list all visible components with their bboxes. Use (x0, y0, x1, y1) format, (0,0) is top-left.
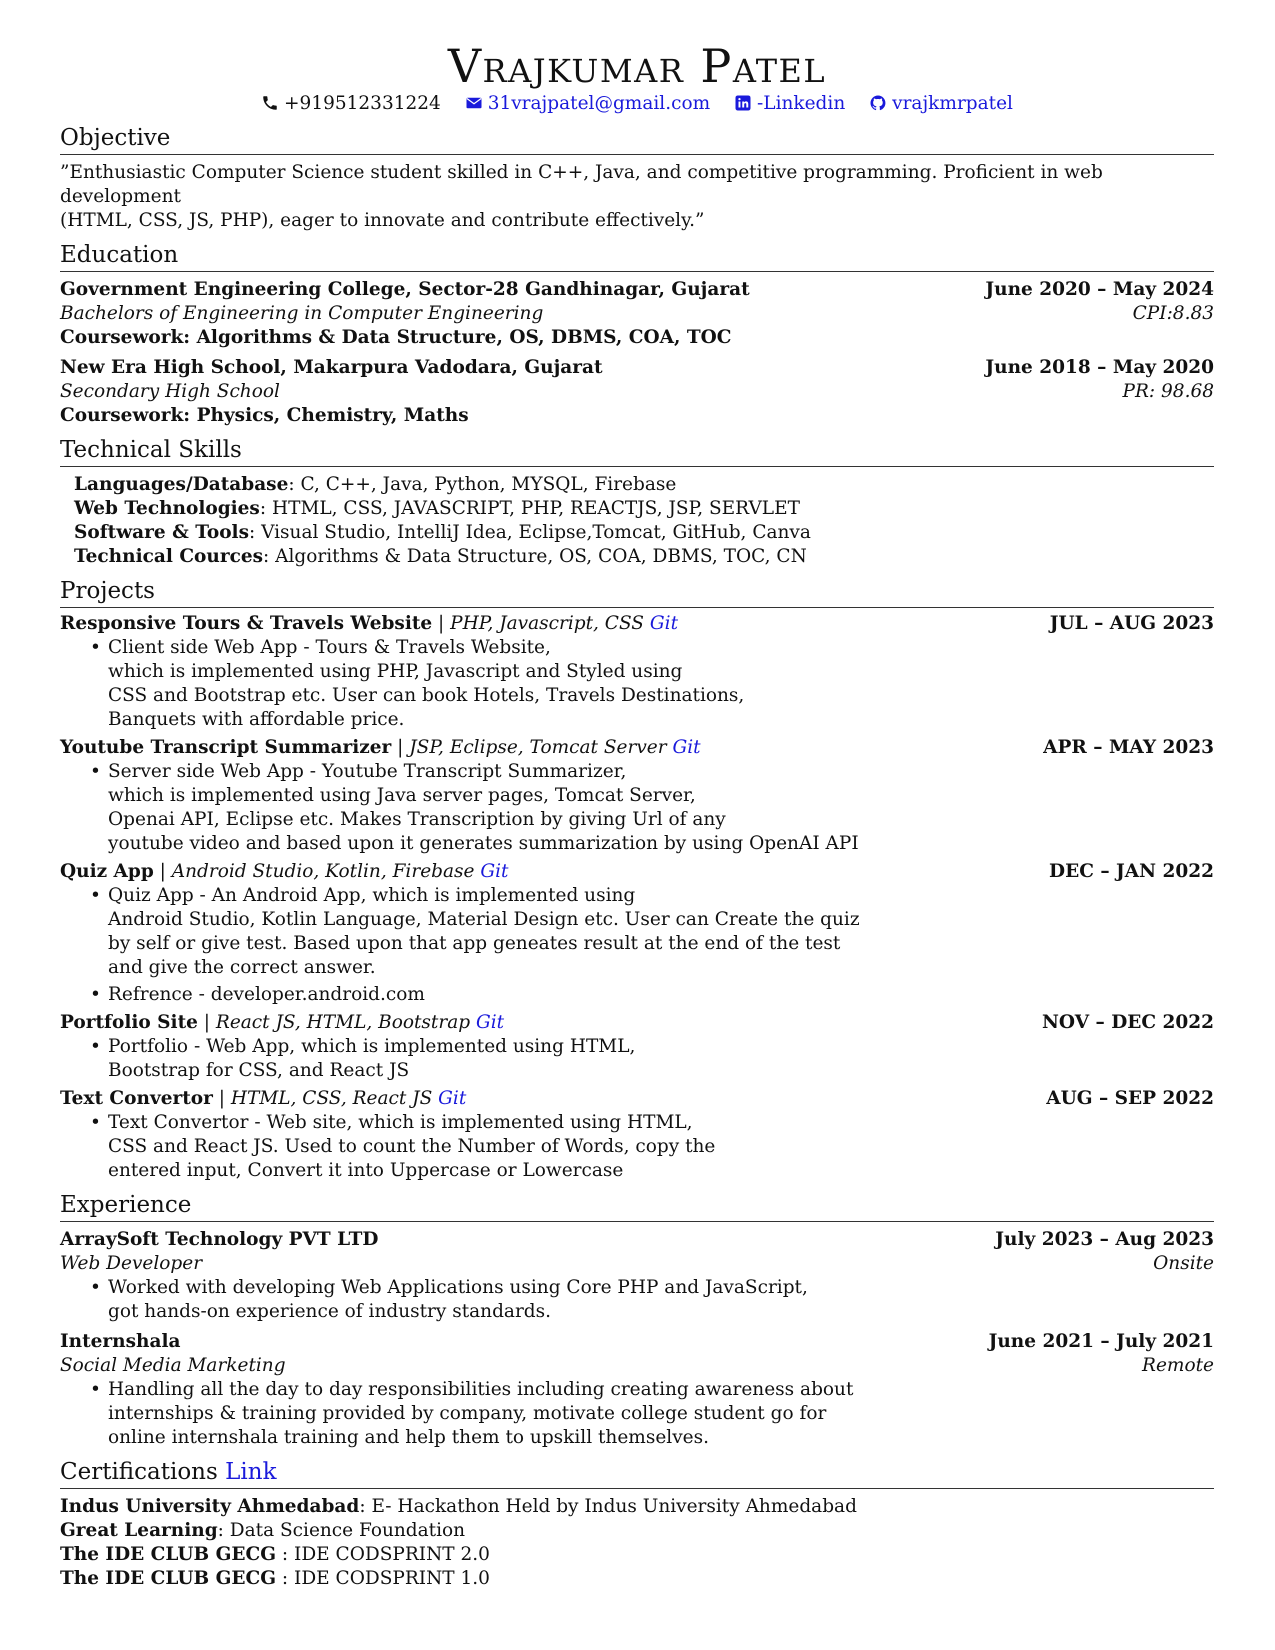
experience-dates: July 2023 – Aug 2023 (995, 1229, 1214, 1250)
experience-entry (60, 1228, 1214, 1324)
bullet-line: CSS and Bootstrap etc. User can book Hotels, Travels Destinations, (108, 685, 745, 706)
email-link[interactable] (465, 93, 716, 114)
bullet-list (60, 1276, 1214, 1324)
experience-dates: June 2021 – July 2021 (988, 1331, 1214, 1352)
certifications-list (60, 1495, 1214, 1591)
project-title (60, 612, 678, 636)
certification-issuer: Great Learning (60, 1520, 218, 1541)
skill-label: Software & Tools (74, 522, 249, 543)
project-dates: NOV – DEC 2022 (1042, 1012, 1214, 1033)
project-entry (60, 736, 1214, 856)
certification-title: : E- Hackathon Held by Indus University Ahmedabad (359, 1496, 857, 1517)
project-name: Responsive Tours & Travels Website (60, 613, 433, 634)
bullet-item (108, 1378, 1214, 1450)
bullet-line: internships & training provided by company, motivate college student go for (108, 1403, 827, 1424)
certification-title: : IDE CODSPRINT 1.0 (276, 1568, 490, 1589)
project-title (60, 860, 508, 884)
project-tech: HTML, CSS, React JS (230, 1088, 433, 1109)
education-dates: June 2018 – May 2020 (985, 357, 1214, 378)
candidate-name: Vrajkumar Patel (447, 39, 827, 93)
certification-issuer: Indus University Ahmedabad (60, 1496, 360, 1517)
email-icon (465, 94, 483, 112)
bullet-line: • Handling all the day to day responsibilities including creating awareness about (108, 1379, 854, 1400)
skill-row (74, 497, 1214, 521)
bullet-line: • Portfolio - Web App, which is implemented using HTML, (108, 1036, 636, 1057)
bullet-item (108, 1111, 1214, 1183)
skill-row (74, 521, 1214, 545)
degree: Bachelors of Engineering in Computer Engineering (60, 303, 544, 324)
bullet-item (108, 636, 1214, 732)
coursework-label: Coursework: (60, 327, 191, 348)
bullet-list (60, 884, 1214, 1007)
bullet-line: which is implemented using Java server pages, Tomcat Server, (108, 785, 696, 806)
project-row (60, 612, 1214, 636)
degree: Secondary High School (60, 381, 280, 402)
certification-title: : IDE CODSPRINT 2.0 (276, 1544, 490, 1565)
bullet-line: Openai API, Eclipse etc. Makes Transcription by giving Url of any (108, 809, 726, 830)
education-entry (60, 278, 1214, 350)
certification-title: : Data Science Foundation (217, 1520, 466, 1541)
section-title-education: Education (60, 241, 1214, 272)
project-tech: React JS, HTML, Bootstrap (215, 1012, 471, 1033)
job-location: Remote (1142, 1355, 1214, 1376)
skill-row (74, 473, 1214, 497)
skill-value: : HTML, CSS, JAVASCRIPT, PHP, REACTJS, JSP, SERVLET (259, 498, 800, 519)
bullet-item (108, 1035, 1214, 1083)
linkedin-link[interactable] (734, 93, 851, 114)
coursework (60, 404, 1214, 428)
project-separator: | (212, 1088, 231, 1109)
section-title-experience: Experience (60, 1191, 1214, 1222)
phone-number: +919512331224 (284, 93, 441, 114)
section-title-skills: Technical Skills (60, 436, 1214, 467)
bullet-line: which is implemented using PHP, Javascript and Styled using (108, 661, 683, 682)
project-separator: | (391, 737, 410, 758)
bullet-item (108, 884, 1214, 980)
project-title (60, 736, 701, 760)
certifications-link[interactable]: Link (225, 1459, 277, 1485)
bullet-line: Bootstrap for CSS, and React JS (108, 1060, 410, 1081)
experience-row (60, 1354, 1214, 1378)
resume-page (60, 30, 1214, 1591)
bullet-list (60, 760, 1214, 856)
certification-row (60, 1495, 1214, 1519)
bullet-line: entered input, Convert it into Uppercase or Lowercase (108, 1160, 624, 1181)
project-name: Text Convertor (60, 1088, 213, 1109)
project-entry (60, 1011, 1214, 1083)
project-git-link[interactable]: Git (672, 737, 701, 758)
github-link[interactable] (869, 93, 1013, 114)
project-entry (60, 860, 1214, 1007)
project-row (60, 860, 1214, 884)
experience-row (60, 1330, 1214, 1354)
project-row (60, 736, 1214, 760)
bullet-list (60, 636, 1214, 732)
bullet-item (108, 983, 1214, 1007)
education-entry (60, 356, 1214, 428)
bullet-line: • Server side Web App - Youtube Transcript Summarizer, (108, 761, 627, 782)
skill-label: Web Technologies (74, 498, 260, 519)
experience-entry (60, 1330, 1214, 1450)
skill-value: : Algorithms & Data Structure, OS, COA, DBMS, TOC, CN (263, 546, 807, 567)
bullet-item (108, 1276, 1214, 1324)
certification-row (60, 1519, 1214, 1543)
bullet-line: • Quiz App - An Android App, which is implemented using (108, 885, 636, 906)
bullet-line: got hands-on experience of industry standards. (108, 1301, 552, 1322)
project-tech: Android Studio, Kotlin, Firebase (171, 861, 475, 882)
bullet-line: and give the correct answer. (108, 957, 376, 978)
phone-contact[interactable] (261, 93, 447, 114)
project-separator: | (153, 861, 172, 882)
project-entry (60, 1087, 1214, 1183)
objective-text (60, 161, 1214, 233)
project-git-link[interactable]: Git (475, 1012, 505, 1033)
project-git-link[interactable]: Git (480, 861, 509, 882)
project-entry (60, 612, 1214, 732)
project-name: Quiz App (60, 861, 154, 882)
company-name: Internshala (60, 1331, 181, 1352)
coursework-value: Physics, Chemistry, Maths (196, 405, 469, 426)
certification-issuer: The IDE CLUB GECG (60, 1568, 277, 1589)
company-name: ArraySoft Technology PVT LTD (60, 1229, 379, 1250)
project-git-link[interactable]: Git (649, 613, 679, 634)
score: CPI:8.83 (1132, 303, 1214, 324)
project-separator: | (197, 1012, 216, 1033)
project-name: Youtube Transcript Summarizer (60, 737, 392, 758)
project-tech: JSP, Eclipse, Tomcat Server (409, 737, 667, 758)
job-role: Social Media Marketing (60, 1355, 286, 1376)
skill-label: Languages/Database (74, 474, 289, 495)
project-title (60, 1087, 466, 1111)
phone-icon (261, 94, 279, 112)
project-git-link[interactable]: Git (438, 1088, 467, 1109)
bullet-line: online internshala training and help them to upskill themselves. (108, 1427, 709, 1448)
email-address: 31vrajpatel@gmail.com (487, 93, 711, 114)
bullet-line: Banquets with affordable price. (108, 709, 405, 730)
job-role: Web Developer (60, 1253, 203, 1274)
coursework-value: Algorithms & Data Structure, OS, DBMS, COA, TOC (196, 327, 732, 348)
linkedin-label: -Linkedin (757, 93, 846, 114)
job-location: Onsite (1153, 1253, 1214, 1274)
project-name: Portfolio Site (60, 1012, 198, 1033)
project-separator: | (432, 613, 451, 634)
project-dates: DEC – JAN 2022 (1049, 861, 1214, 882)
bullet-line: • Worked with developing Web Applications using Core PHP and JavaScript, (108, 1277, 808, 1298)
experience-row (60, 1228, 1214, 1252)
coursework-label: Coursework: (60, 405, 191, 426)
contact-bar (60, 92, 1214, 116)
education-row (60, 302, 1214, 326)
bullet-list (60, 1378, 1214, 1450)
experience-list (60, 1228, 1214, 1450)
projects-list (60, 612, 1214, 1183)
project-dates: APR – MAY 2023 (1043, 737, 1214, 758)
github-label: vrajkmrpatel (892, 93, 1013, 114)
project-row (60, 1011, 1214, 1035)
bullet-line: Android Studio, Kotlin Language, Material Design etc. User can Create the quiz (108, 909, 860, 930)
objective-line: (HTML, CSS, JS, PHP), eager to innovate and contribute effectively.” (60, 210, 705, 231)
school-name: New Era High School, Makarpura Vadodara, Gujarat (60, 357, 603, 378)
objective-line: ”Enthusiastic Computer Science student skilled in C++, Java, and competitive programming. Proficient in web development (60, 162, 1103, 207)
linkedin-icon (734, 94, 752, 112)
education-row (60, 278, 1214, 302)
school-name: Government Engineering College, Sector-28 Gandhinagar, Gujarat (60, 279, 750, 300)
skill-row (74, 545, 1214, 569)
education-row (60, 356, 1214, 380)
bullet-list (60, 1035, 1214, 1083)
skill-label: Technical Cources (74, 546, 264, 567)
section-title-certifications (60, 1458, 1214, 1489)
certification-row (60, 1567, 1214, 1591)
project-row (60, 1087, 1214, 1111)
bullet-list (60, 1111, 1214, 1183)
section-title-objective: Objective (60, 124, 1214, 155)
bullet-item (108, 760, 1214, 856)
bullet-line: • Text Convertor - Web site, which is implemented using HTML, (108, 1112, 693, 1133)
github-icon (869, 94, 887, 112)
project-title (60, 1011, 504, 1035)
certification-issuer: The IDE CLUB GECG (60, 1544, 277, 1565)
skill-value: : Visual Studio, IntelliJ Idea, Eclipse,Tomcat, GitHub, Canva (248, 522, 811, 543)
coursework (60, 326, 1214, 350)
certification-row (60, 1543, 1214, 1567)
certifications-heading: Certifications (60, 1459, 218, 1485)
bullet-line: youtube video and based upon it generates summarization by using OpenAI API (108, 833, 859, 854)
project-dates: AUG – SEP 2022 (1046, 1088, 1214, 1109)
project-dates: JUL – AUG 2023 (1049, 613, 1214, 634)
bullet-line: CSS and React JS. Used to count the Number of Words, copy the (108, 1136, 716, 1157)
bullet-line: • Refrence - developer.android.com (108, 984, 425, 1005)
score: PR: 98.68 (1122, 381, 1214, 402)
section-title-projects: Projects (60, 577, 1214, 608)
project-tech: PHP, Javascript, CSS (450, 613, 644, 634)
skills-list (74, 473, 1214, 569)
skill-value: : C, C++, Java, Python, MYSQL, Firebase (288, 474, 677, 495)
education-row (60, 380, 1214, 404)
education-dates: June 2020 – May 2024 (985, 279, 1214, 300)
bullet-line: by self or give test. Based upon that app geneates result at the end of the test (108, 933, 841, 954)
bullet-line: • Client side Web App - Tours & Travels Website, (108, 637, 551, 658)
education-list (60, 278, 1214, 428)
experience-row (60, 1252, 1214, 1276)
